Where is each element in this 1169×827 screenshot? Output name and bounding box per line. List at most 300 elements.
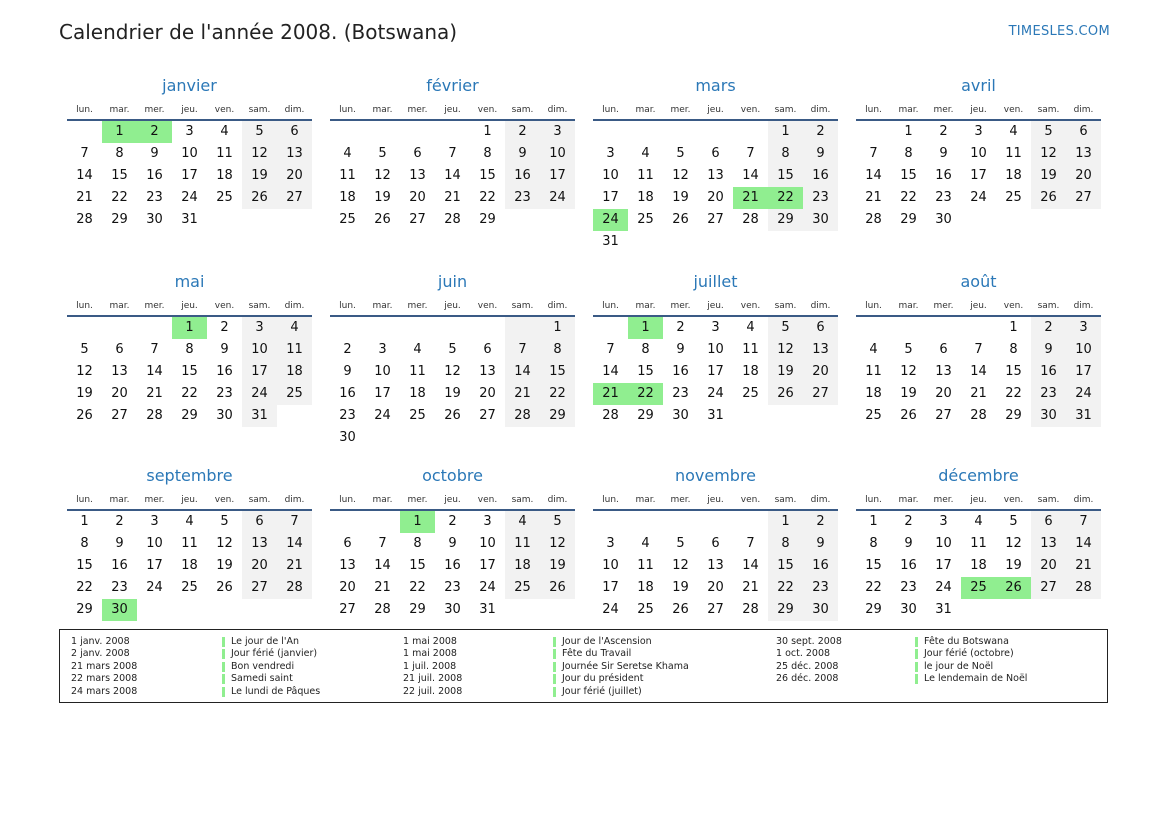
empty-day-cell [593,317,628,339]
day-cell: 19 [242,165,277,187]
empty-day-cell [961,317,996,339]
day-cell: 28 [76,212,93,227]
day-cell: 15 [409,558,426,573]
empty-day-cell [435,317,470,339]
day-cell: 20 [803,361,838,383]
legend-holiday-name: le jour de Noël [915,662,993,672]
weekday-label: mer. [144,105,165,115]
weekday-label: dim. [810,301,831,311]
weekday-label: jeu. [970,301,987,311]
day-cell: 31 [707,408,724,423]
day-cell: 27 [707,602,724,617]
day-cell: 30 [900,602,917,617]
day-cell: 23 [803,577,838,599]
day-cell: 29 [637,408,654,423]
day-cell: 6 [711,536,720,551]
day-cell: 26 [242,187,277,209]
day-cell: 4 [974,514,983,529]
empty-day-cell [67,121,102,143]
weekday-label: ven. [214,105,235,115]
empty-day-cell [733,405,768,427]
day-cell: 20 [111,386,128,401]
legend-date: 21 mars 2008 [71,660,138,672]
weekday-label: mar. [898,301,919,311]
day-cell: 29 [900,212,917,227]
day-cell: 16 [216,364,233,379]
day-cell: 5 [1031,121,1066,143]
day-cell: 1 [540,317,575,339]
day-cell: 3 [483,514,492,529]
day-cell: 3 [974,124,983,139]
empty-day-cell [330,511,365,533]
weekday-label: mar. [109,105,130,115]
empty-day-cell [593,121,628,143]
day-grid [330,121,575,231]
empty-day-cell [1031,209,1066,231]
day-cell: 2 [803,511,838,533]
weekday-label: mer. [144,495,165,505]
day-cell: 13 [1066,143,1101,165]
day-cell: 2 [448,514,457,529]
day-cell: 27 [242,577,277,599]
day-cell: 24 [242,383,277,405]
day-cell: 6 [483,342,492,357]
month-name: novembre [674,466,757,485]
day-cell: 29 [111,212,128,227]
day-cell: 29 [479,212,496,227]
day-cell: 29 [540,405,575,427]
day-cell: 13 [707,558,724,573]
legend-holiday-name: Jour de l'Ascension [553,637,652,647]
day-cell: 1 [904,124,913,139]
day-cell: 12 [76,364,93,379]
legend-date: 21 juil. 2008 [403,673,463,685]
day-cell: 29 [409,602,426,617]
day-cell: 7 [1066,511,1101,533]
day-cell: 28 [970,408,987,423]
empty-day-cell [663,231,698,253]
day-cell: 24 [593,209,628,231]
day-cell: 3 [1066,317,1101,339]
day-cell: 12 [672,558,689,573]
day-cell: 24 [479,580,496,595]
day-cell: 1 [172,317,207,339]
day-cell: 6 [1066,121,1101,143]
empty-day-cell [435,427,470,449]
day-cell: 23 [935,190,952,205]
weekday-label: ven. [477,105,498,115]
day-cell: 19 [540,555,575,577]
day-cell: 25 [1005,190,1022,205]
month-3 [856,75,1101,271]
day-cell: 20 [242,555,277,577]
weekday-label: lun. [865,495,882,505]
weekday-label: lun. [76,105,93,115]
day-cell: 10 [935,536,952,551]
day-grid [856,121,1101,231]
day-cell: 25 [339,212,356,227]
day-cell: 30 [803,209,838,231]
day-cell: 2 [803,121,838,143]
day-cell: 28 [865,212,882,227]
weekday-label: mar. [635,105,656,115]
weekday-label: sam. [248,495,271,505]
day-cell: 26 [1031,187,1066,209]
day-cell: 21 [505,383,540,405]
legend-holiday-name: Jour férié (janvier) [222,649,317,659]
empty-day-cell [768,405,803,427]
day-cell: 5 [80,342,89,357]
day-cell: 27 [409,212,426,227]
day-cell: 22 [181,386,198,401]
day-cell: 21 [146,386,163,401]
empty-day-cell [470,317,505,339]
day-cell: 15 [1005,364,1022,379]
day-cell: 6 [242,511,277,533]
day-cell: 19 [1005,558,1022,573]
day-cell: 26 [444,408,461,423]
empty-day-cell [628,511,663,533]
day-cell: 29 [768,599,803,621]
day-cell: 9 [803,533,838,555]
day-cell: 5 [676,146,685,161]
day-cell: 13 [242,533,277,555]
day-cell: 16 [935,168,952,183]
day-cell: 9 [343,364,352,379]
day-cell: 30 [216,408,233,423]
day-cell: 19 [1031,165,1066,187]
day-cell: 10 [540,143,575,165]
day-cell: 4 [505,511,540,533]
legend-date: 1 mai 2008 [403,648,457,660]
day-cell: 13 [339,558,356,573]
day-cell: 21 [865,190,882,205]
day-cell: 31 [1066,405,1101,427]
day-cell: 14 [76,168,93,183]
day-cell: 10 [374,364,391,379]
day-cell: 4 [220,124,229,139]
day-cell: 4 [277,317,312,339]
weekday-label: sam. [511,495,534,505]
day-cell: 22 [628,383,663,405]
day-cell: 18 [409,386,426,401]
empty-day-cell [803,231,838,253]
day-cell: 25 [961,577,996,599]
day-cell: 5 [768,317,803,339]
day-cell: 23 [339,408,356,423]
day-cell: 14 [444,168,461,183]
day-cell: 19 [900,386,917,401]
day-cell: 2 [115,514,124,529]
weekday-label: ven. [477,301,498,311]
empty-day-cell [540,209,575,231]
day-cell: 10 [602,168,619,183]
weekday-label: dim. [284,105,305,115]
day-cell: 23 [216,386,233,401]
weekday-label: mer. [670,301,691,311]
day-cell: 23 [146,190,163,205]
day-cell: 31 [181,212,198,227]
day-cell: 16 [803,165,838,187]
weekday-label: lun. [865,301,882,311]
holiday-legend [59,629,1108,703]
day-cell: 7 [746,146,755,161]
day-cell: 12 [1005,536,1022,551]
day-cell: 12 [374,168,391,183]
weekday-label: dim. [547,495,568,505]
day-grid [856,511,1101,621]
day-cell: 12 [768,339,803,361]
day-cell: 19 [374,190,391,205]
day-cell: 5 [1009,514,1018,529]
empty-day-cell [698,511,733,533]
day-cell: 29 [181,408,198,423]
day-cell: 15 [865,558,882,573]
legend-holiday-name: Jour férié (octobre) [915,649,1014,659]
weekday-label: mar. [372,301,393,311]
day-cell: 18 [216,168,233,183]
day-cell: 25 [742,386,759,401]
empty-day-cell [505,209,540,231]
day-cell: 21 [374,580,391,595]
weekday-label: mar. [635,495,656,505]
weekday-label: sam. [1037,105,1060,115]
weekday-label: mar. [372,105,393,115]
day-cell: 15 [540,361,575,383]
legend-holiday-name: Fête du Botswana [915,637,1009,647]
day-cell: 5 [242,121,277,143]
day-cell: 27 [479,408,496,423]
day-cell: 19 [768,361,803,383]
day-cell: 19 [216,558,233,573]
empty-day-cell [365,317,400,339]
day-cell: 22 [865,580,882,595]
day-cell: 14 [277,533,312,555]
day-cell: 13 [409,168,426,183]
day-cell: 11 [637,558,654,573]
day-cell: 14 [374,558,391,573]
day-cell: 7 [448,146,457,161]
day-cell: 31 [479,602,496,617]
empty-day-cell [803,405,838,427]
weekday-label: jeu. [181,495,198,505]
day-cell: 17 [181,168,198,183]
day-cell: 19 [672,580,689,595]
empty-day-cell [505,427,540,449]
day-cell: 16 [900,558,917,573]
day-cell: 7 [869,146,878,161]
day-cell: 15 [76,558,93,573]
empty-day-cell [330,317,365,339]
legend-holiday-name: Le lendemain de Noël [915,674,1027,684]
empty-day-cell [733,231,768,253]
day-cell: 19 [672,190,689,205]
empty-day-cell [733,511,768,533]
day-cell: 8 [1009,342,1018,357]
empty-day-cell [698,121,733,143]
weekday-header [856,491,1101,511]
day-cell: 21 [970,386,987,401]
day-cell: 12 [900,364,917,379]
weekday-label: lun. [76,495,93,505]
day-cell: 7 [974,342,983,357]
empty-day-cell [926,317,961,339]
month-name: juillet [693,272,738,291]
weekday-label: ven. [214,301,235,311]
month-1 [330,75,575,271]
day-cell: 2 [939,124,948,139]
day-cell: 22 [479,190,496,205]
empty-day-cell [593,511,628,533]
empty-day-cell [1066,209,1101,231]
empty-day-cell [67,317,102,339]
empty-day-cell [996,599,1031,621]
day-cell: 22 [900,190,917,205]
month-6 [593,271,838,465]
weekday-label: mer. [407,301,428,311]
day-cell: 22 [111,190,128,205]
day-cell: 15 [768,165,803,187]
day-cell: 20 [409,190,426,205]
day-cell: 24 [374,408,391,423]
day-cell: 17 [146,558,163,573]
day-cell: 27 [707,212,724,227]
day-cell: 11 [637,168,654,183]
day-cell: 10 [1066,339,1101,361]
day-cell: 7 [378,536,387,551]
day-cell: 31 [242,405,277,427]
empty-day-cell [768,231,803,253]
legend-holiday-name: Jour du président [553,674,643,684]
empty-day-cell [365,427,400,449]
empty-day-cell [400,121,435,143]
day-cell: 28 [277,577,312,599]
weekday-label: mer. [144,301,165,311]
empty-day-cell [961,209,996,231]
day-cell: 28 [444,212,461,227]
empty-day-cell [137,599,172,621]
empty-day-cell [470,427,505,449]
empty-day-cell [330,121,365,143]
day-cell: 16 [111,558,128,573]
day-cell: 24 [540,187,575,209]
day-cell: 9 [939,146,948,161]
day-cell: 28 [146,408,163,423]
month-name: décembre [938,466,1019,485]
day-cell: 8 [185,342,194,357]
empty-day-cell [663,511,698,533]
day-cell: 12 [444,364,461,379]
day-cell: 5 [448,342,457,357]
day-cell: 13 [111,364,128,379]
legend-holiday-name: Bon vendredi [222,662,294,672]
day-cell: 17 [970,168,987,183]
day-cell: 12 [672,168,689,183]
day-cell: 7 [746,536,755,551]
legend-holiday-name: Jour férié (juillet) [553,687,642,697]
day-cell: 15 [111,168,128,183]
weekday-label: dim. [284,495,305,505]
brand-link[interactable]: TIMESLES.COM [1008,24,1110,39]
empty-day-cell [365,511,400,533]
day-cell: 21 [277,555,312,577]
day-cell: 14 [865,168,882,183]
day-cell: 29 [865,602,882,617]
day-cell: 11 [181,536,198,551]
empty-day-cell [172,599,207,621]
weekday-label: ven. [1003,495,1024,505]
weekday-label: mar. [372,495,393,505]
day-cell: 20 [1031,555,1066,577]
empty-day-cell [207,599,242,621]
day-grid [67,511,312,621]
day-cell: 7 [606,342,615,357]
legend-date: 1 mai 2008 [403,636,457,647]
day-cell: 21 [733,187,768,209]
empty-day-cell [277,405,312,427]
weekday-label: sam. [774,105,797,115]
day-cell: 24 [707,386,724,401]
day-cell: 12 [540,533,575,555]
day-cell: 3 [606,146,615,161]
month-2 [593,75,838,271]
legend-date: 30 sept. 2008 [776,636,842,647]
day-cell: 24 [146,580,163,595]
weekday-header [330,491,575,511]
month-name: avril [961,76,996,95]
day-cell: 11 [1005,146,1022,161]
weekday-label: jeu. [970,105,987,115]
weekday-header [593,297,838,317]
day-cell: 9 [803,143,838,165]
day-cell: 16 [339,386,356,401]
weekday-label: mer. [933,495,954,505]
empty-day-cell [1031,599,1066,621]
empty-day-cell [961,599,996,621]
weekday-label: sam. [1037,495,1060,505]
day-cell: 25 [181,580,198,595]
day-cell: 4 [641,536,650,551]
day-cell: 11 [865,364,882,379]
day-cell: 11 [216,146,233,161]
day-cell: 10 [181,146,198,161]
day-cell: 5 [378,146,387,161]
day-cell: 18 [505,555,540,577]
day-cell: 17 [540,165,575,187]
day-cell: 31 [935,602,952,617]
day-cell: 30 [146,212,163,227]
day-cell: 1 [400,511,435,533]
day-cell: 6 [115,342,124,357]
day-cell: 12 [242,143,277,165]
day-cell: 29 [76,602,93,617]
day-cell: 9 [505,143,540,165]
empty-day-cell [137,317,172,339]
weekday-label: sam. [248,105,271,115]
weekday-label: jeu. [444,301,461,311]
day-cell: 2 [904,514,913,529]
weekday-label: ven. [1003,301,1024,311]
weekday-header [67,101,312,121]
empty-day-cell [733,121,768,143]
day-cell: 22 [768,577,803,599]
weekday-label: lun. [339,495,356,505]
weekday-label: sam. [511,105,534,115]
month-name: janvier [162,76,217,95]
day-cell: 26 [672,212,689,227]
day-cell: 5 [220,514,229,529]
weekday-header [67,297,312,317]
